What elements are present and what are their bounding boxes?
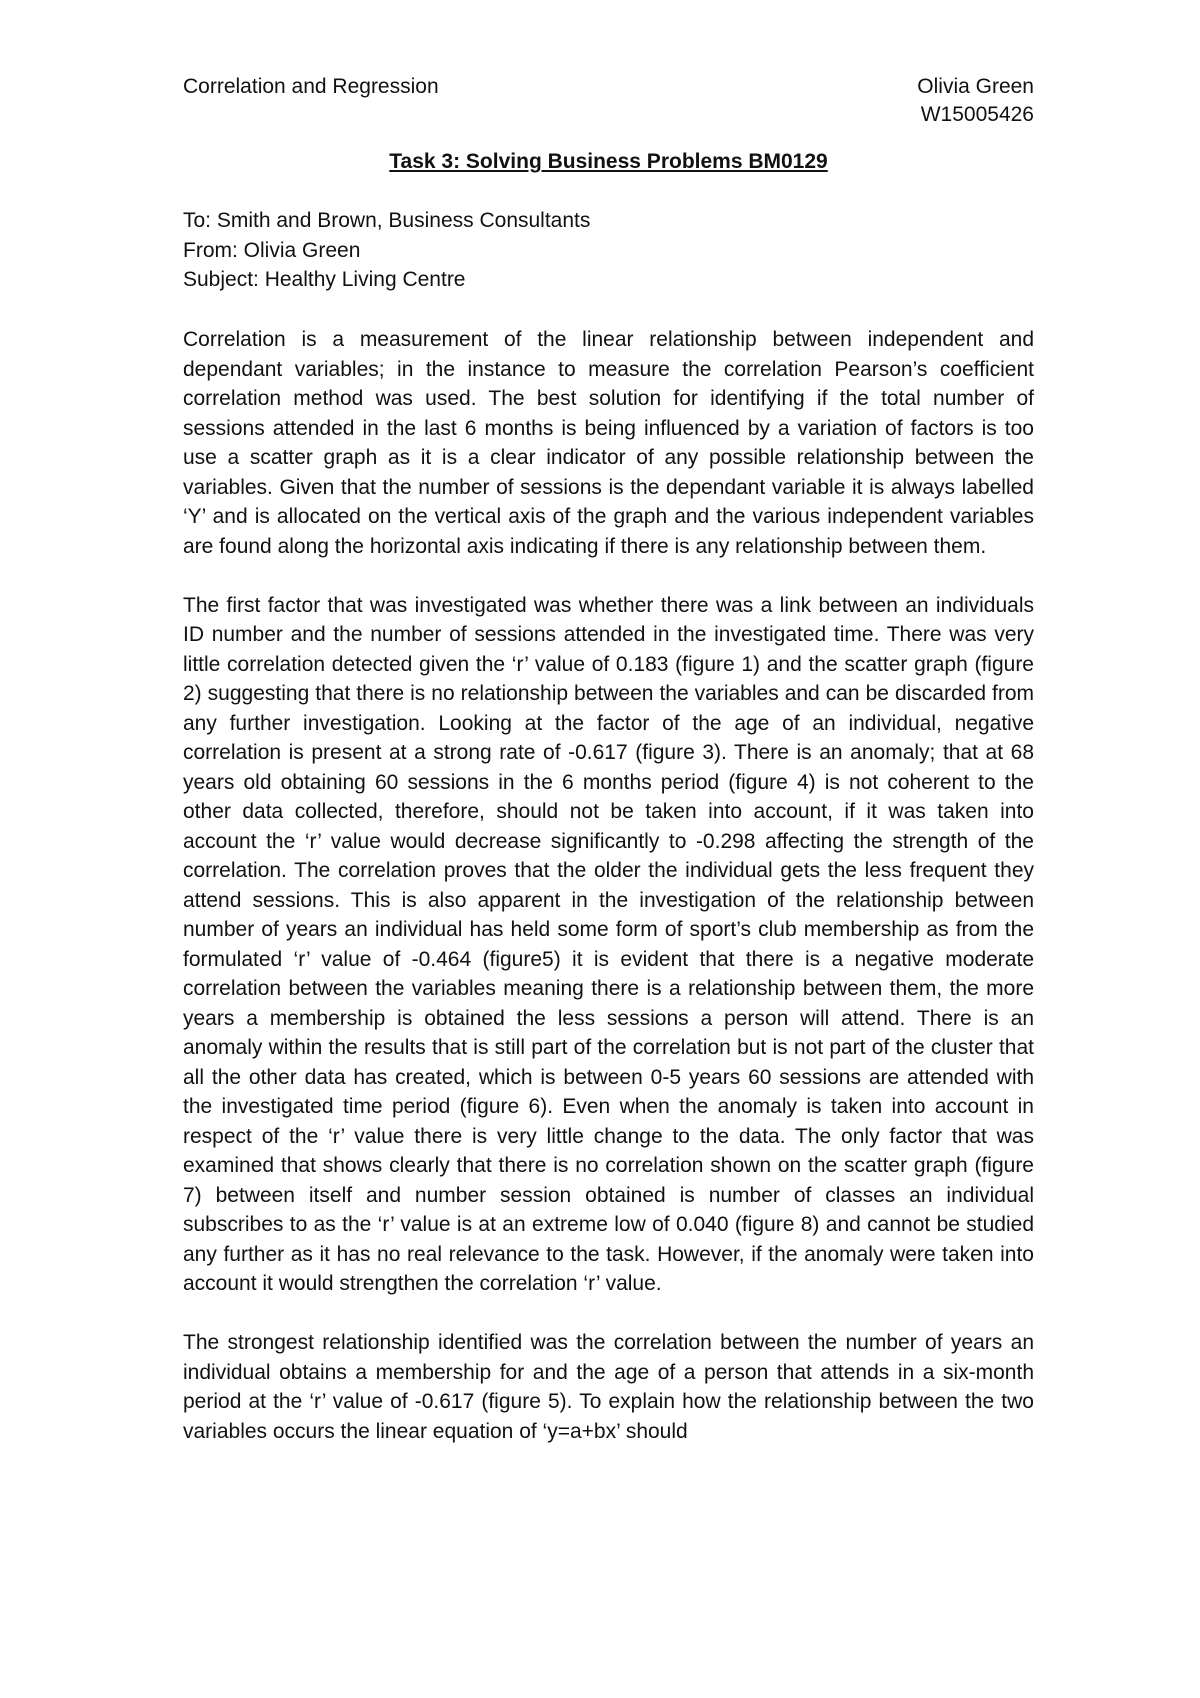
student-id: W15005426 — [920, 103, 1034, 126]
paragraph-2: The first factor that was investigated was whether there was a link between an individuals ID number and the number of sessions attended in the investigated time. There was very little correlation detected given the ‘r’ value of 0.183 (figure 1) and the scatter graph (figure 2) suggesting that there is no relationship between the variables and can be discarded from any further investigation. Looking at the factor of the age of an individual, negative correlation is present at a strong rate of -0.617 (figure 3). There is an anomaly; that at 68 years old obtaining 60 sessions in the 6 months period (figure 4) is not coherent to the other data collected, therefore, should not be taken into account, if it was taken into account the ‘r’ value would decrease significantly to -0.298 affecting the strength of the correlation. The correlation proves that the older the individual gets the less frequent they attend sessions. This is also apparent in the investigation of the relationship between number of years an individual has held some form of sport’s club membership as from the formulated ‘r’ value of -0.464 (figure5) it is evident that there is a negative moderate correlation between the variables meaning there is a relationship between them, the more years a membership is obtained the less sessions a person will attend. There is an anomaly within the results that is still part of the correlation but is not part of the cluster that all the other data has created, which is between 0-5 years 60 sessions are attended with the investigated time period (figure 6). Even when the anomaly is taken into account in respect of the ‘r’ value there is very little change to the data. The only factor that was examined that shows clearly that there is no correlation shown on the scatter graph (figure 7) between itself and number session obtained is number of classes an individual subscribes to as the ‘r’ value is at an extreme low of 0.040 (figure 8) and cannot be studied any further as it has no real relevance to the task. However, if the anomaly were taken into account it would strengthen the correlation ‘r’ value. — [183, 593, 1034, 1295]
memo-to: To: Smith and Brown, Business Consultants — [183, 209, 591, 232]
author-name: Olivia Green — [917, 75, 1034, 98]
running-header-title: Correlation and Regression — [183, 75, 439, 98]
paragraph-1: Correlation is a measurement of the linear relationship between independent and dependant variables; in the instance to measure the correlation Pearson’s coefficient correlation method was used. The best solution for identifying if the total number of sessions attended in the last 6 months is being influenced by a variation of factors is too use a scatter graph as it is a clear indicator of any possible relationship between the variables. Given that the number of sessions is the dependant variable it is always labelled ‘Y’ and is allocated on the vertical axis of the graph and the various independent variables are found along the horizontal axis indicating if there is any relationship between them. — [183, 328, 1034, 558]
memo-block — [183, 206, 590, 295]
body-text — [183, 325, 1034, 1476]
paragraph-3: The strongest relationship identified was the correlation between the number of years an individual obtains a membership for and the age of a person that attends in a six-month period at the ‘r’ value of -0.617 (figure 5). To explain how the relationship between the two variables occurs the linear equation of ‘y=a+bx’ should — [183, 1331, 1034, 1443]
memo-subject: Subject: Healthy Living Centre — [183, 268, 466, 291]
memo-from: From: Olivia Green — [183, 238, 361, 262]
document-title: Task 3: Solving Business Problems BM0129 — [389, 150, 828, 173]
running-header-author-block — [917, 73, 1034, 129]
